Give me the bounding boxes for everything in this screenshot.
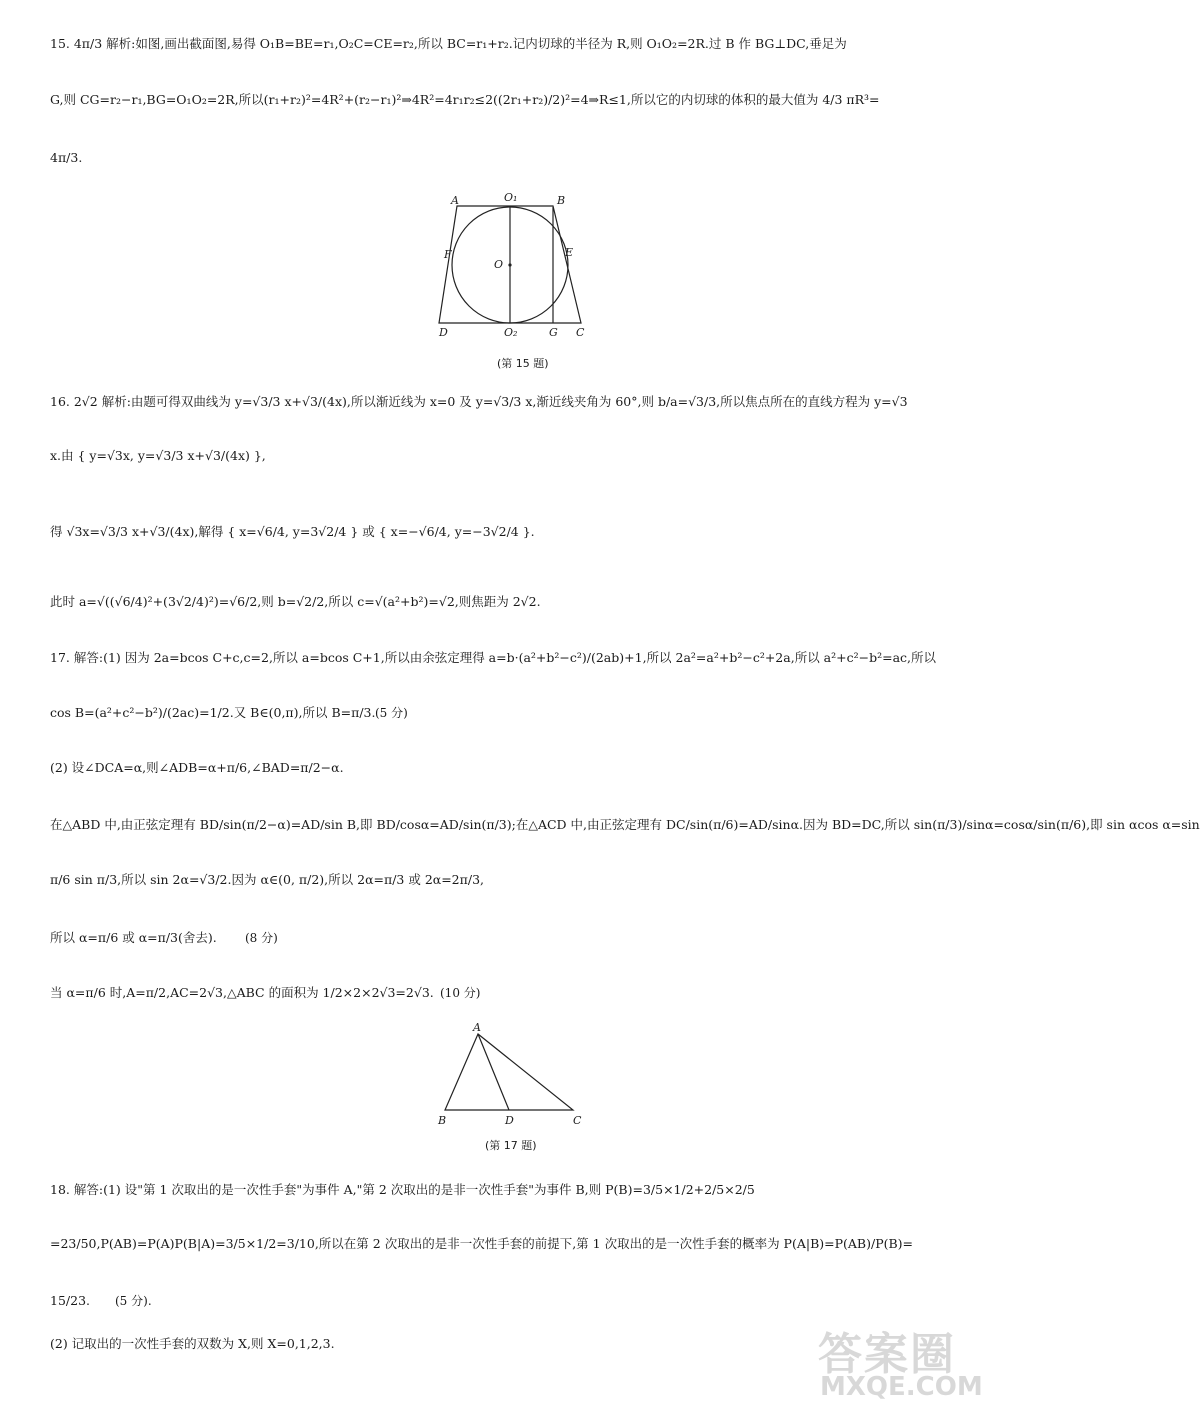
- p17-line-4: 在△ABD 中,由正弦定理有 BD/sin(π/2−α)=AD/sin B,即 BD/cosα=AD/sin(π/3);在△ACD 中,由正弦定理有 DC/sin(π/6)=AD/sinα.因为 BD=DC,所以 sin(π/3)/sinα=cosα/sin(π/6),即 sin αcos α=sin: [50, 817, 1200, 832]
- label-G: G: [549, 326, 558, 339]
- p17-line-5: π/6 sin π/3,所以 sin 2α=√3/2.因为 α∈(0, π/2),所以 2α=π/3 或 2α=2π/3,: [50, 872, 484, 887]
- label-D: D: [505, 1114, 514, 1127]
- p17-line-3: (2) 设∠DCA=α,则∠ADB=α+π/6,∠BAD=π/2−α.: [50, 760, 344, 775]
- figure-17-triangle: [430, 1018, 600, 1133]
- p16-line-4: 此时 a=√((√6/4)²+(3√2/4)²)=√6/2,则 b=√2/2,所以 c=√(a²+b²)=√2,则焦距为 2√2.: [50, 594, 541, 609]
- label-B: B: [557, 194, 566, 207]
- p17-line-7: 当 α=π/6 时,A=π/2,AC=2√3,△ABC 的面积为 1/2×2×2√3=2√3.: [50, 985, 434, 1000]
- p15-line-3: 4π/3.: [50, 150, 83, 165]
- triangle-abc: [445, 1034, 573, 1110]
- figure-15-trapezoid-sphere: [430, 190, 600, 350]
- label-C: C: [573, 1114, 582, 1127]
- p16-line-1: 16. 2√2 解析:由题可得双曲线为 y=√3/3 x+√3/(4x),所以渐近线为 x=0 及 y=√3/3 x,渐近线夹角为 60°,则 b/a=√3/3,所以焦点所在的直线方程为 y=√3: [50, 394, 908, 409]
- p15-line-1: 15. 4π/3 解析:如图,画出截面图,易得 O₁B=BE=r₁,O₂C=CE=r₂,所以 BC=r₁+r₂.记内切球的半径为 R,则 O₁O₂=2R.过 B 作 BG⊥DC,垂足为: [50, 36, 847, 51]
- label-C: C: [576, 326, 585, 339]
- label-F: F: [444, 248, 452, 261]
- p18-score-1: (5 分).: [115, 1294, 152, 1308]
- label-A: A: [473, 1021, 481, 1034]
- center-point-o: [508, 263, 511, 266]
- p17-score-3: (10 分): [440, 986, 481, 1000]
- figure-17-caption: (第 17 题): [485, 1139, 537, 1152]
- p18-line-4: (2) 记取出的一次性手套的双数为 X,则 X=0,1,2,3.: [50, 1336, 335, 1351]
- p15-line-2: G,则 CG=r₂−r₁,BG=O₁O₂=2R,所以(r₁+r₂)²=4R²+(r₂−r₁)²⇒4R²=4r₁r₂≤2((2r₁+r₂)/2)²=4⇒R≤1,所以它的内切球的体积的最大值为 4/3 πR³=: [50, 92, 880, 107]
- p18-line-2: =23/50,P(AB)=P(A)P(B|A)=3/5×1/2=3/10,所以在第 2 次取出的是非一次性手套的前提下,第 1 次取出的是一次性手套的概率为 P(A|B)=P(AB)/P(B)=: [50, 1236, 914, 1251]
- label-O1: O₁: [504, 191, 518, 204]
- watermark-logo-bottom: MXQE.COM: [820, 1372, 983, 1402]
- p16-line-2: x.由 { y=√3x, y=√3/3 x+√3/(4x) },: [50, 448, 266, 463]
- p17-score-1: (5 分): [375, 706, 408, 720]
- p18-line-1: 18. 解答:(1) 设"第 1 次取出的是一次性手套"为事件 A,"第 2 次取出的是非一次性手套"为事件 B,则 P(B)=3/5×1/2+2/5×2/5: [50, 1182, 755, 1197]
- p16-line-3: 得 √3x=√3/3 x+√3/(4x),解得 { x=√6/4, y=3√2/4 } 或 { x=−√6/4, y=−3√2/4 }.: [50, 524, 535, 539]
- figure-15-caption: (第 15 题): [497, 357, 549, 370]
- label-A: A: [451, 194, 459, 207]
- p18-line-3: 15/23.: [50, 1293, 90, 1308]
- label-O: O: [494, 258, 504, 271]
- p17-score-2: (8 分): [245, 931, 278, 945]
- label-O2: O₂: [504, 326, 518, 339]
- p17-line-1: 17. 解答:(1) 因为 2a=bcos C+c,c=2,所以 a=bcos C+1,所以由余弦定理得 a=b·(a²+b²−c²)/(2ab)+1,所以 2a²=a²+b²−c²+2a,所以 a²+c²−b²=ac,所以: [50, 650, 936, 665]
- segment-ad: [478, 1034, 509, 1110]
- label-E: E: [565, 246, 574, 259]
- label-B: B: [438, 1114, 447, 1127]
- watermark-logo-top: 答案圈: [818, 1329, 956, 1380]
- p17-line-2: cos B=(a²+c²−b²)/(2ac)=1/2.又 B∈(0,π),所以 B=π/3.: [50, 705, 376, 720]
- p17-line-6: 所以 α=π/6 或 α=π/3(舍去).: [50, 930, 217, 945]
- label-D: D: [439, 326, 448, 339]
